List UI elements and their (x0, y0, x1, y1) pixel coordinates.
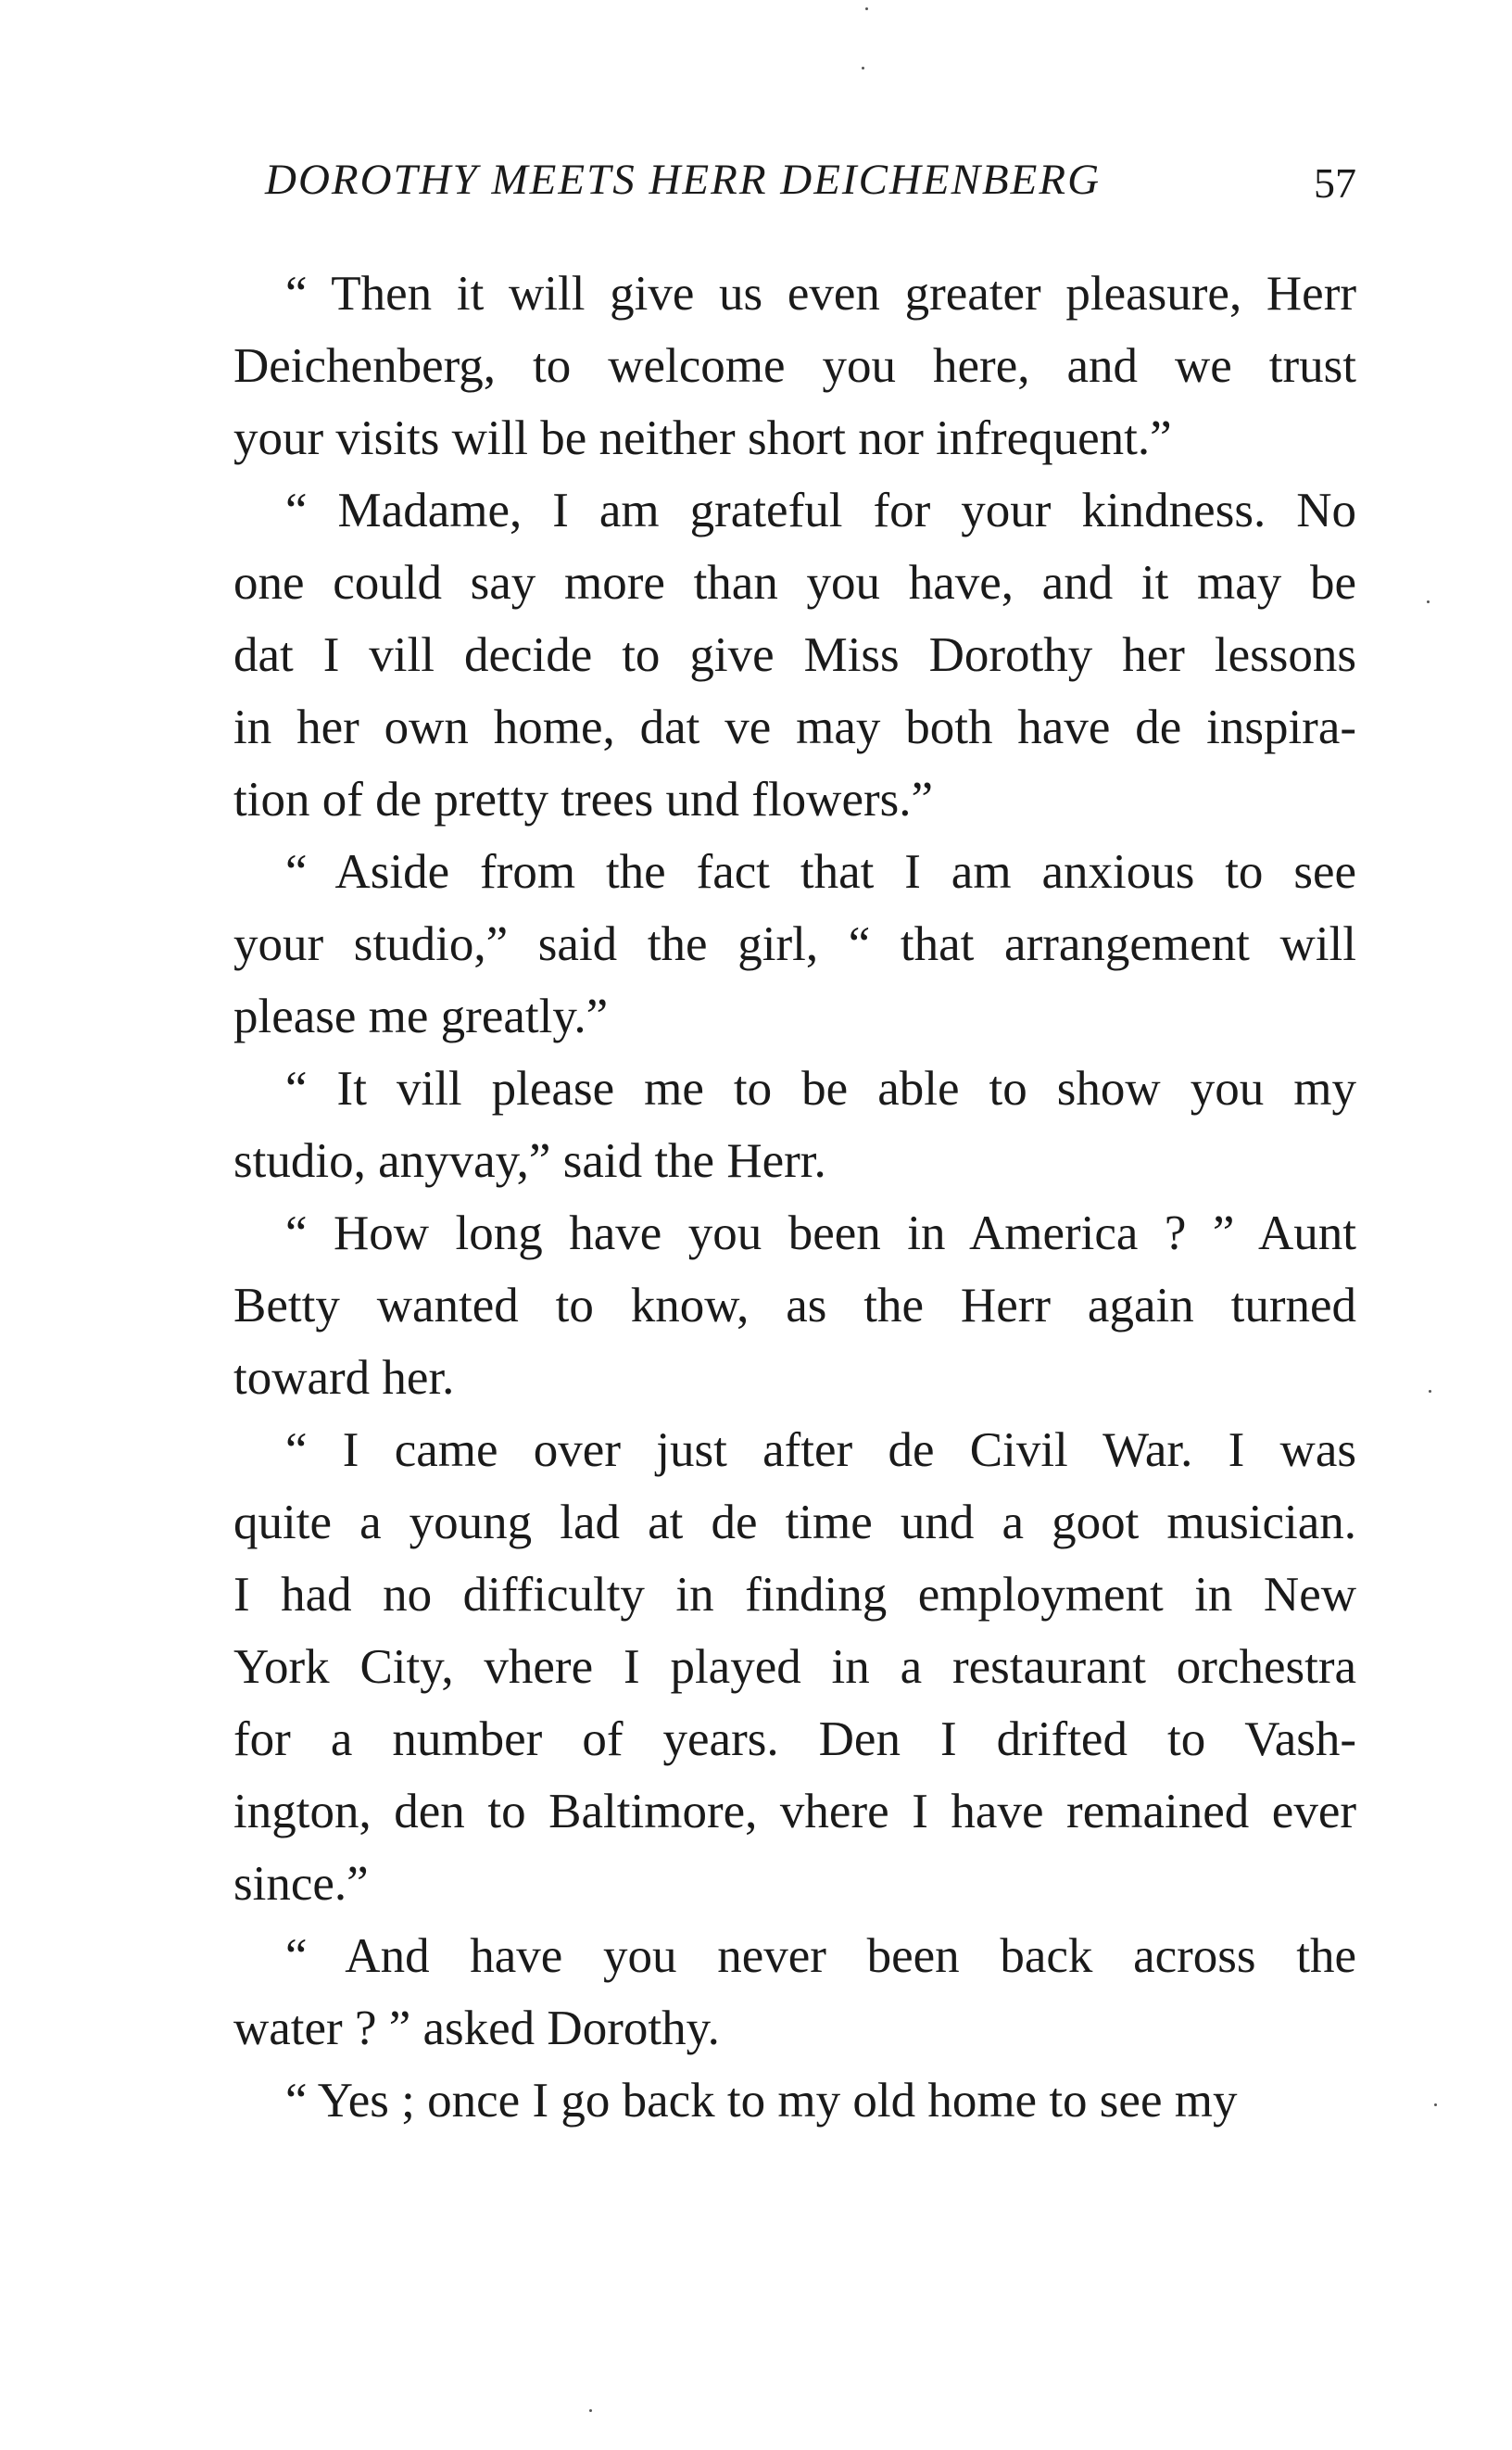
text-line: since.” (233, 1857, 369, 1911)
text-line: quite a young lad at de time und a goot musician. (233, 1496, 1356, 1549)
paragraph (182, 2065, 1356, 2137)
text-line: dat I vill decide to give Miss Dorothy her lessons (233, 628, 1356, 682)
text-line: “ And have you never been back across the (285, 1929, 1356, 1983)
paragraph (182, 258, 1356, 474)
text-line: ington, den to Baltimore, vhere I have remained ever (233, 1785, 1356, 1838)
page-header (182, 146, 1356, 213)
print-speck (1429, 1390, 1431, 1393)
paragraph (182, 1414, 1356, 1920)
text-line: York City, vhere I played in a restaurant orchestra (233, 1640, 1356, 1694)
text-line: your studio,” said the girl, “ that arrangement will (233, 917, 1356, 971)
text-line: studio, anyvay,” said the Herr. (233, 1134, 826, 1188)
print-speck (589, 2409, 592, 2412)
paragraph (182, 1197, 1356, 1414)
print-speck (1427, 600, 1430, 603)
text-line: “ How long have you been in America ? ” Aunt (285, 1206, 1356, 1260)
print-speck (862, 67, 864, 69)
text-line: Betty wanted to know, as the Herr again turned (233, 1279, 1356, 1332)
paragraph (182, 836, 1356, 1053)
running-head: DOROTHY MEETS HERR DEICHENBERG (265, 156, 1102, 204)
text-line: tion of de pretty trees und flowers.” (233, 773, 934, 827)
text-line: Deichenberg, to welcome you here, and we trust (233, 339, 1356, 393)
text-line: for a number of years. Den I drifted to Vash- (233, 1712, 1356, 1766)
paragraph (182, 1920, 1356, 2065)
text-line: “ I came over just after de Civil War. I was (285, 1423, 1356, 1477)
text-line: water ? ” asked Dorothy. (233, 2002, 720, 2055)
text-line: “ Aside from the fact that I am anxious to see (285, 845, 1356, 899)
text-line: your visits will be neither short nor infrequent.” (233, 411, 1172, 465)
print-speck (865, 7, 868, 10)
text-line: one could say more than you have, and it may be (233, 556, 1356, 610)
text-line: “ Yes ; once I go back to my old home to see my (285, 2074, 1238, 2128)
text-line: please me greatly.” (233, 990, 609, 1043)
text-line: toward her. (233, 1351, 455, 1405)
text-line: “ Then it will give us even greater pleasure, Herr (285, 267, 1356, 321)
print-speck (1434, 2103, 1437, 2106)
page-number: 57 (1314, 159, 1356, 207)
paragraph (182, 474, 1356, 836)
body-text (182, 258, 1356, 2137)
text-line: in her own home, dat ve may both have de inspira- (233, 701, 1356, 754)
text-line: “ It vill please me to be able to show you my (285, 1062, 1356, 1116)
text-line: I had no difficulty in finding employment in New (233, 1568, 1356, 1622)
text-line: “ Madame, I am grateful for your kindness. No (285, 484, 1356, 537)
paragraph (182, 1053, 1356, 1197)
